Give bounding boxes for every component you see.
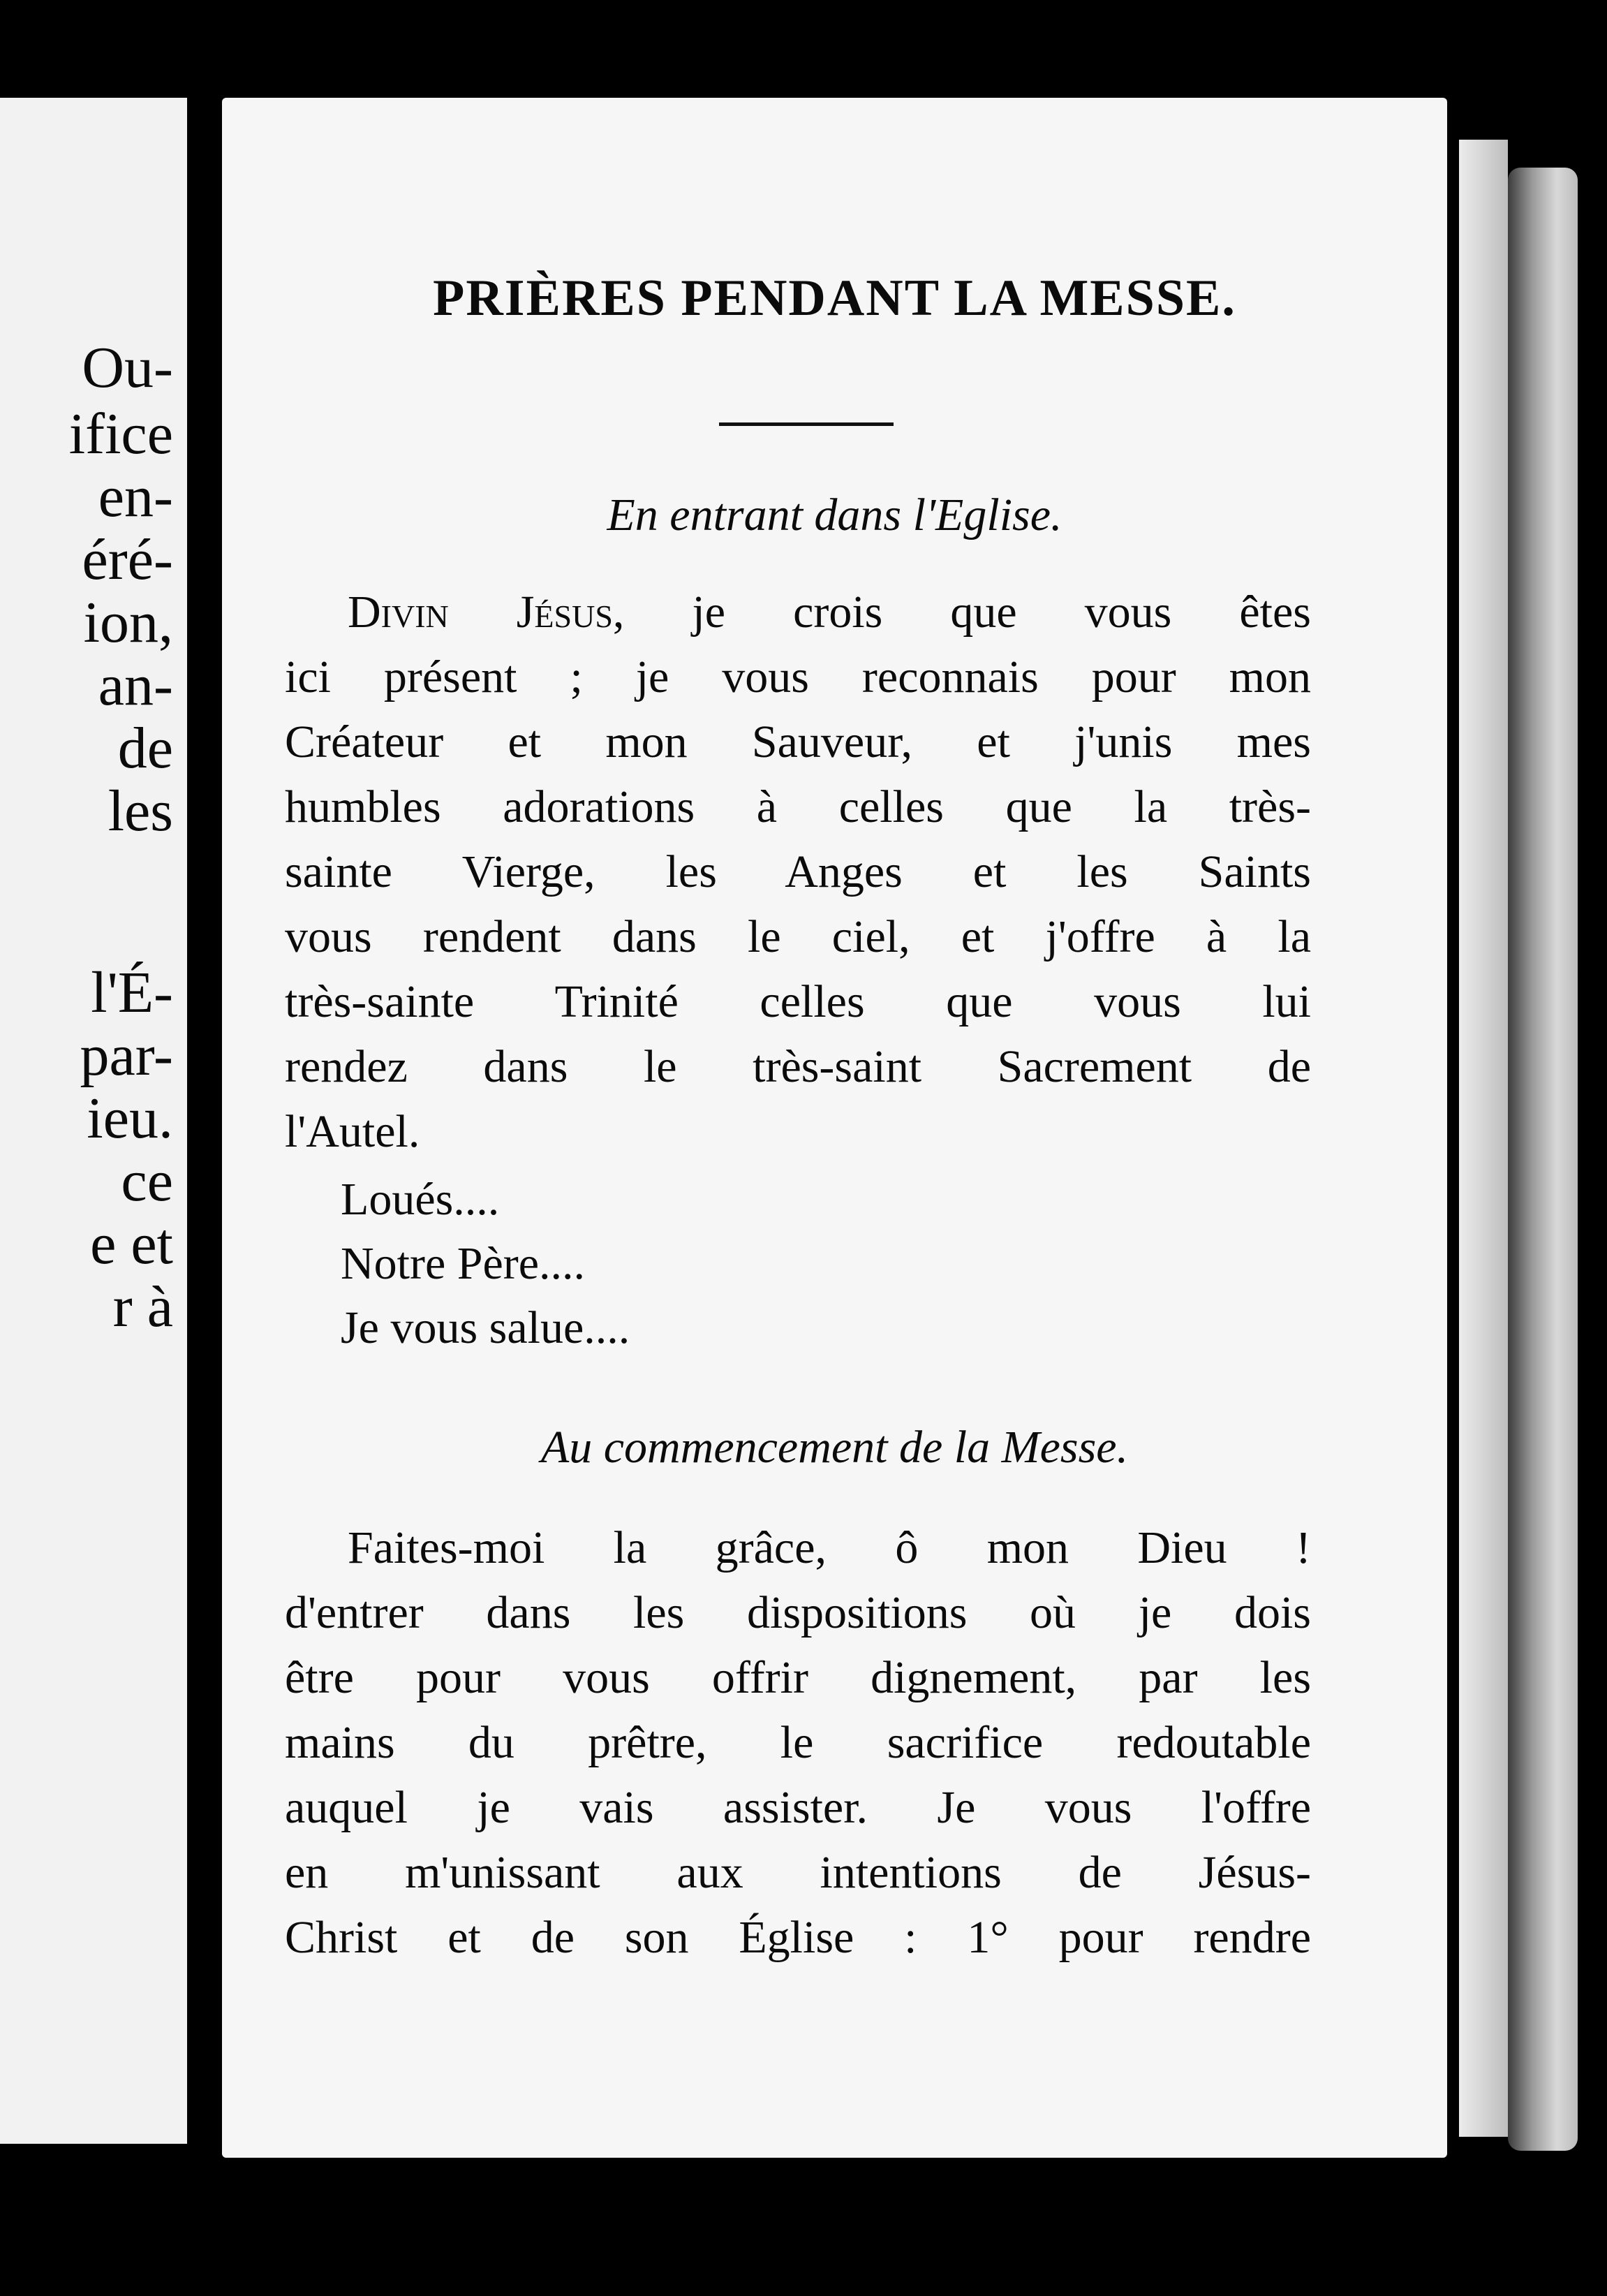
paragraph-line: l'Autel.	[285, 1106, 420, 1157]
left-fragment: éré-	[82, 527, 173, 592]
prayer-paragraph-start-of-mass	[285, 1515, 1311, 1970]
paragraph-line: d'entrer dans les dispositions où je dois	[285, 1587, 1311, 1638]
left-fragment: ion,	[83, 590, 173, 655]
left-fragment: les	[108, 779, 173, 844]
paragraph-line: Divin Jésus, je crois que vous êtes	[348, 587, 1311, 638]
section-heading-start-of-mass: Au commencement de la Messe.	[540, 1422, 1129, 1473]
prayer-reference: Je vous salue....	[341, 1302, 630, 1353]
section-heading-entering-church: En entrant dans l'Eglise.	[607, 490, 1062, 540]
lead-words: Divin Jésus,	[348, 587, 625, 638]
left-fragment: de	[117, 716, 173, 781]
paragraph-line: très-sainte Trinité celles que vous lui	[285, 976, 1311, 1027]
title-rule	[719, 422, 894, 426]
paragraph-line: Christ et de son Église : 1° pour rendre	[285, 1912, 1311, 1963]
paragraph-line: ici présent ; je vous reconnais pour mon	[285, 652, 1311, 702]
paragraph-line: Faites-moi la grâce, ô mon Dieu !	[348, 1522, 1311, 1573]
left-fragment: e et	[90, 1212, 173, 1276]
left-fragment: en-	[98, 464, 173, 529]
book-edge	[1508, 168, 1578, 2151]
page-title: PRIÈRES PENDANT LA MESSE.	[433, 270, 1236, 327]
prayer-paragraph-entering	[285, 580, 1311, 1164]
paragraph-line: humbles adorations à celles que la très-	[285, 781, 1311, 832]
paragraph-line: vous rendent dans le ciel, et j'offre à la	[285, 911, 1311, 962]
paragraph-line: en m'unissant aux intentions de Jésus-	[285, 1847, 1311, 1898]
left-fragment: Ou-	[82, 335, 173, 400]
prayer-reference: Loués....	[341, 1174, 500, 1225]
paragraph-line: rendez dans le très-saint Sacrement de	[285, 1041, 1311, 1092]
left-fragment: ieu.	[87, 1086, 173, 1151]
paragraph-line: sainte Vierge, les Anges et les Saints	[285, 846, 1311, 897]
page-edge-stack	[1459, 140, 1508, 2137]
left-fragment: ifice	[68, 402, 173, 466]
left-fragment: par-	[80, 1023, 173, 1088]
left-fragment: l'É-	[91, 960, 173, 1025]
prayer-reference: Notre Père....	[341, 1238, 586, 1289]
left-fragment: r à	[112, 1274, 173, 1339]
left-fragment: an-	[98, 653, 173, 718]
paragraph-line: Créateur et mon Sauveur, et j'unis mes	[285, 716, 1311, 767]
previous-page	[0, 98, 187, 2144]
main-page	[222, 98, 1447, 2158]
paragraph-line: mains du prêtre, le sacrifice redoutable	[285, 1717, 1311, 1768]
left-fragment: ce	[121, 1149, 173, 1214]
paragraph-line: auquel je vais assister. Je vous l'offre	[285, 1782, 1311, 1833]
paragraph-line: être pour vous offrir dignement, par les	[285, 1652, 1311, 1703]
